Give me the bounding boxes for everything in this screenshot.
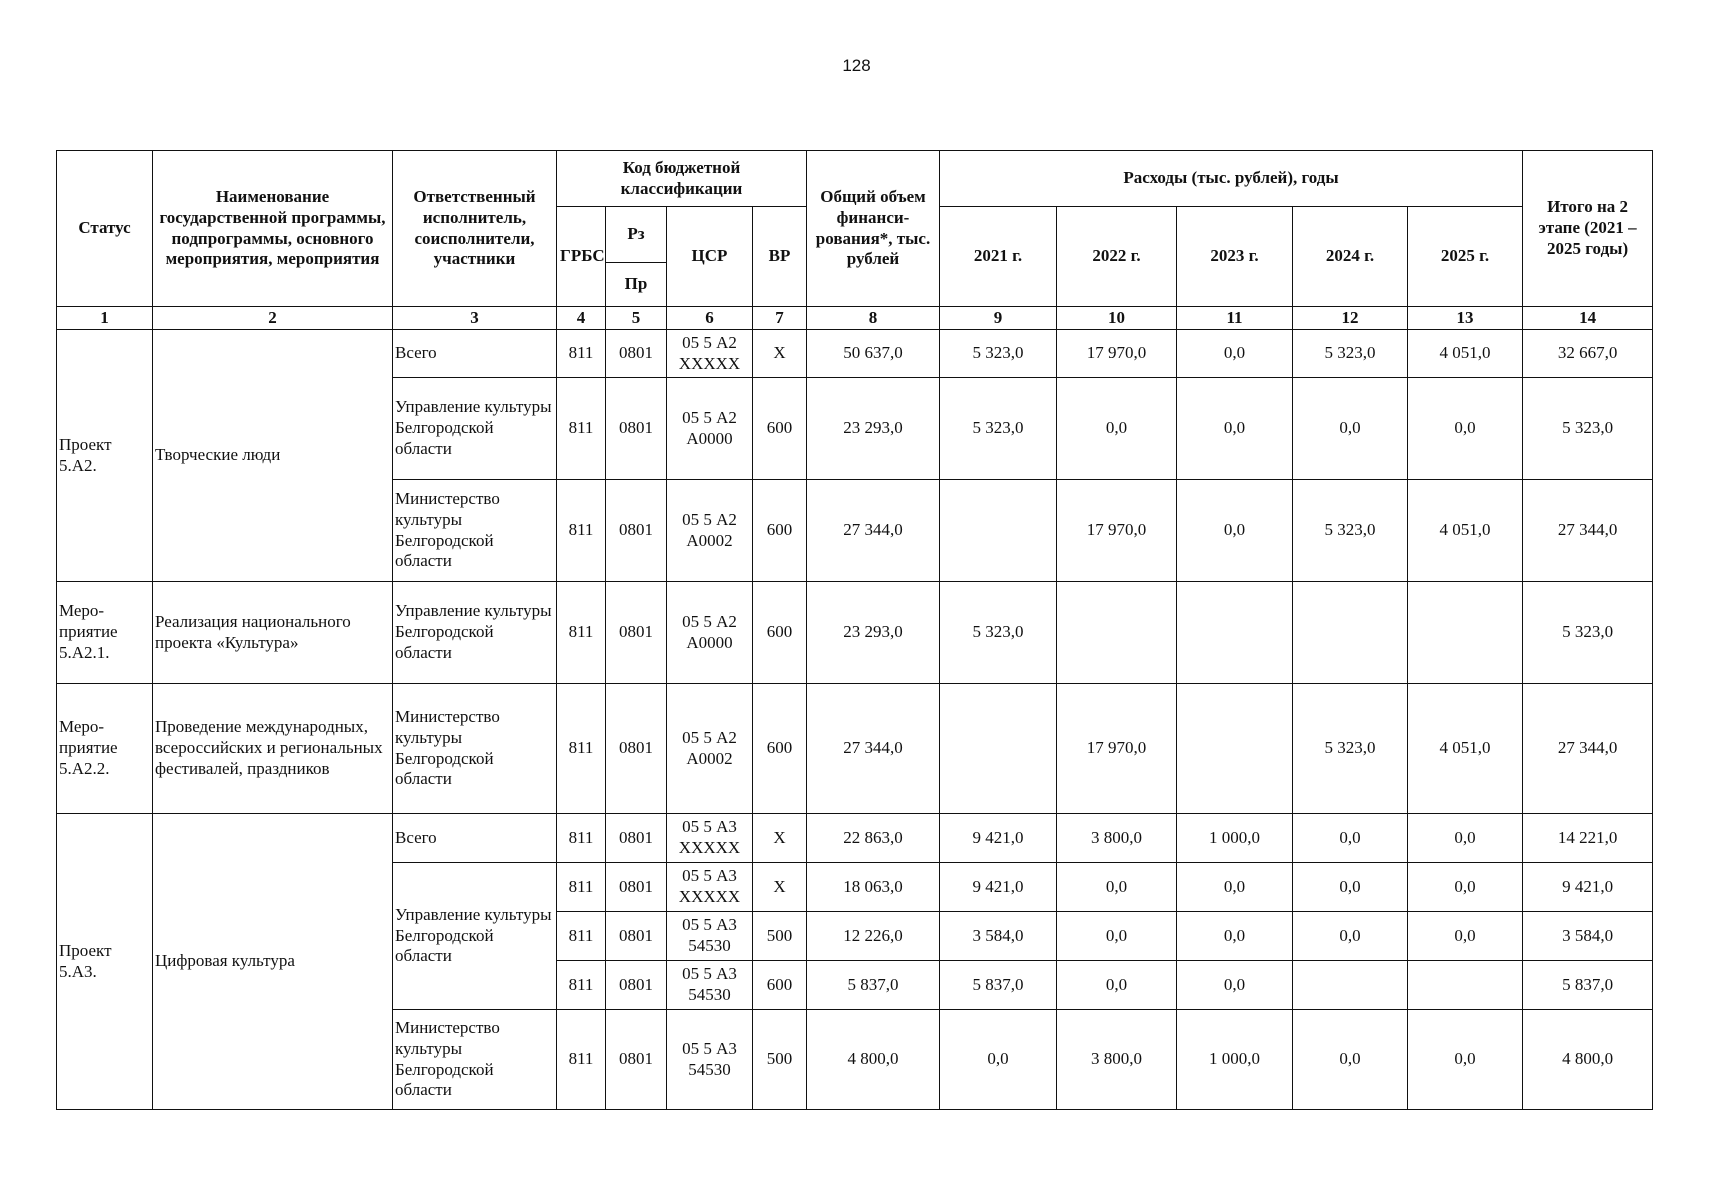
header-status: Статус xyxy=(57,151,153,307)
grbs-cell: 811 xyxy=(557,1010,606,1110)
year-2023-cell: 0,0 xyxy=(1177,961,1293,1010)
executor-cell: Управление культуры Белгородской области xyxy=(393,863,557,1010)
header-budget-code: Код бюджетной классификации xyxy=(557,151,807,207)
grbs-cell: 811 xyxy=(557,330,606,378)
executor-cell: Управление культуры Белгородской области xyxy=(393,582,557,684)
total-cell: 27 344,0 xyxy=(807,480,940,582)
year-2023-cell: 0,0 xyxy=(1177,378,1293,480)
vr-cell: Х xyxy=(753,814,807,863)
vr-cell: 500 xyxy=(753,1010,807,1110)
name-cell: Реализация национального проекта «Культура» xyxy=(153,582,393,684)
column-number: 2 xyxy=(153,307,393,330)
total-cell: 5 837,0 xyxy=(807,961,940,1010)
header-year-2024: 2024 г. xyxy=(1293,207,1408,307)
total-cell: 50 637,0 xyxy=(807,330,940,378)
executor-cell: Министерство культуры Белгородской области xyxy=(393,480,557,582)
header-name: Наименование государственной программы, подпрограммы, основного мероприятия, мероприятия xyxy=(153,151,393,307)
table-row xyxy=(57,684,1653,814)
table-row xyxy=(57,814,1653,863)
budget-table xyxy=(56,150,1653,1110)
year-2021-cell: 5 323,0 xyxy=(940,582,1057,684)
vr-cell: Х xyxy=(753,330,807,378)
year-2024-cell xyxy=(1293,961,1408,1010)
grbs-cell: 811 xyxy=(557,814,606,863)
year-2024-cell: 0,0 xyxy=(1293,814,1408,863)
rzpr-cell: 0801 xyxy=(606,912,667,961)
rzpr-cell: 0801 xyxy=(606,814,667,863)
rzpr-cell: 0801 xyxy=(606,582,667,684)
executor-cell: Всего xyxy=(393,330,557,378)
year-2021-cell: 3 584,0 xyxy=(940,912,1057,961)
rzpr-cell: 0801 xyxy=(606,480,667,582)
header-year-2021: 2021 г. xyxy=(940,207,1057,307)
column-number: 12 xyxy=(1293,307,1408,330)
year-2023-cell: 0,0 xyxy=(1177,330,1293,378)
stage-total-cell: 32 667,0 xyxy=(1523,330,1653,378)
executor-cell: Управление культуры Белгородской области xyxy=(393,378,557,480)
year-2025-cell: 0,0 xyxy=(1408,814,1523,863)
year-2025-cell: 0,0 xyxy=(1408,378,1523,480)
year-2021-cell: 5 323,0 xyxy=(940,330,1057,378)
year-2023-cell xyxy=(1177,684,1293,814)
executor-cell: Министерство культуры Белгородской области xyxy=(393,1010,557,1110)
year-2025-cell: 0,0 xyxy=(1408,912,1523,961)
status-cell: Проект 5.А2. xyxy=(57,330,153,582)
header-year-2025: 2025 г. xyxy=(1408,207,1523,307)
vr-cell: 600 xyxy=(753,480,807,582)
header-rz: Рз xyxy=(606,207,667,263)
status-cell: Меро-приятие 5.А2.2. xyxy=(57,684,153,814)
year-2025-cell: 4 051,0 xyxy=(1408,684,1523,814)
total-cell: 22 863,0 xyxy=(807,814,940,863)
year-2025-cell: 0,0 xyxy=(1408,1010,1523,1110)
stage-total-cell: 4 800,0 xyxy=(1523,1010,1653,1110)
vr-cell: 600 xyxy=(753,961,807,1010)
column-number: 4 xyxy=(557,307,606,330)
executor-cell: Министерство культуры Белгородской области xyxy=(393,684,557,814)
year-2024-cell: 0,0 xyxy=(1293,912,1408,961)
grbs-cell: 811 xyxy=(557,961,606,1010)
column-number: 10 xyxy=(1057,307,1177,330)
column-number: 13 xyxy=(1408,307,1523,330)
stage-total-cell: 27 344,0 xyxy=(1523,480,1653,582)
page-number: 128 xyxy=(842,56,871,75)
total-cell: 12 226,0 xyxy=(807,912,940,961)
column-number: 14 xyxy=(1523,307,1653,330)
csr-cell: 05 5 А2 А0002 xyxy=(667,480,753,582)
rzpr-cell: 0801 xyxy=(606,330,667,378)
vr-cell: Х xyxy=(753,863,807,912)
year-2025-cell: 4 051,0 xyxy=(1408,330,1523,378)
rzpr-cell: 0801 xyxy=(606,1010,667,1110)
csr-cell: 05 5 А2 А0000 xyxy=(667,582,753,684)
stage-total-cell: 3 584,0 xyxy=(1523,912,1653,961)
stage-total-cell: 5 323,0 xyxy=(1523,582,1653,684)
header-responsible: Ответственный исполнитель, соисполнители, участники xyxy=(393,151,557,307)
total-cell: 23 293,0 xyxy=(807,582,940,684)
year-2024-cell: 0,0 xyxy=(1293,863,1408,912)
year-2025-cell xyxy=(1408,582,1523,684)
header-year-2022: 2022 г. xyxy=(1057,207,1177,307)
year-2025-cell: 0,0 xyxy=(1408,863,1523,912)
header-csr: ЦСР xyxy=(667,207,753,307)
column-number: 11 xyxy=(1177,307,1293,330)
stage-total-cell: 27 344,0 xyxy=(1523,684,1653,814)
status-cell: Проект 5.А3. xyxy=(57,814,153,1110)
year-2021-cell: 5 323,0 xyxy=(940,378,1057,480)
year-2021-cell: 0,0 xyxy=(940,1010,1057,1110)
header-year-2023: 2023 г. xyxy=(1177,207,1293,307)
grbs-cell: 811 xyxy=(557,863,606,912)
year-2024-cell: 5 323,0 xyxy=(1293,684,1408,814)
header-vr: ВР xyxy=(753,207,807,307)
column-number: 3 xyxy=(393,307,557,330)
column-number: 5 xyxy=(606,307,667,330)
year-2024-cell: 0,0 xyxy=(1293,378,1408,480)
table-row xyxy=(57,582,1653,684)
header-expenses: Расходы (тыс. рублей), годы xyxy=(940,151,1523,207)
year-2023-cell: 0,0 xyxy=(1177,863,1293,912)
grbs-cell: 811 xyxy=(557,912,606,961)
stage-total-cell: 5 323,0 xyxy=(1523,378,1653,480)
header-total-volume: Общий объем финанси-рования*, тыс. рублей xyxy=(807,151,940,307)
year-2023-cell: 0,0 xyxy=(1177,480,1293,582)
csr-cell: 05 5 А3 54530 xyxy=(667,1010,753,1110)
header-pr: Пр xyxy=(606,263,667,307)
grbs-cell: 811 xyxy=(557,378,606,480)
year-2022-cell: 0,0 xyxy=(1057,378,1177,480)
csr-cell: 05 5 А2 А0000 xyxy=(667,378,753,480)
vr-cell: 500 xyxy=(753,912,807,961)
column-number: 6 xyxy=(667,307,753,330)
executor-cell: Всего xyxy=(393,814,557,863)
stage-total-cell: 5 837,0 xyxy=(1523,961,1653,1010)
year-2021-cell xyxy=(940,480,1057,582)
total-cell: 4 800,0 xyxy=(807,1010,940,1110)
total-cell: 18 063,0 xyxy=(807,863,940,912)
csr-cell: 05 5 А3 54530 xyxy=(667,961,753,1010)
year-2021-cell: 9 421,0 xyxy=(940,863,1057,912)
stage-total-cell: 9 421,0 xyxy=(1523,863,1653,912)
year-2022-cell: 3 800,0 xyxy=(1057,1010,1177,1110)
year-2022-cell: 0,0 xyxy=(1057,961,1177,1010)
grbs-cell: 811 xyxy=(557,684,606,814)
year-2021-cell xyxy=(940,684,1057,814)
year-2023-cell: 1 000,0 xyxy=(1177,814,1293,863)
total-cell: 23 293,0 xyxy=(807,378,940,480)
year-2023-cell xyxy=(1177,582,1293,684)
year-2022-cell: 3 800,0 xyxy=(1057,814,1177,863)
vr-cell: 600 xyxy=(753,582,807,684)
csr-cell: 05 5 А3 54530 xyxy=(667,912,753,961)
year-2022-cell: 17 970,0 xyxy=(1057,684,1177,814)
csr-cell: 05 5 А3 XXXXX xyxy=(667,814,753,863)
year-2022-cell: 17 970,0 xyxy=(1057,480,1177,582)
vr-cell: 600 xyxy=(753,378,807,480)
total-cell: 27 344,0 xyxy=(807,684,940,814)
year-2025-cell xyxy=(1408,961,1523,1010)
name-cell: Творческие люди xyxy=(153,330,393,582)
year-2021-cell: 5 837,0 xyxy=(940,961,1057,1010)
vr-cell: 600 xyxy=(753,684,807,814)
name-cell: Цифровая культура xyxy=(153,814,393,1110)
csr-cell: 05 5 А3 XXXXX xyxy=(667,863,753,912)
year-2025-cell: 4 051,0 xyxy=(1408,480,1523,582)
csr-cell: 05 5 А2 XXXXX xyxy=(667,330,753,378)
status-cell: Меро-приятие 5.А2.1. xyxy=(57,582,153,684)
year-2024-cell: 5 323,0 xyxy=(1293,480,1408,582)
year-2021-cell: 9 421,0 xyxy=(940,814,1057,863)
header-stage-total: Итого на 2 этапе (2021 – 2025 годы) xyxy=(1523,151,1653,307)
year-2024-cell: 5 323,0 xyxy=(1293,330,1408,378)
name-cell: Проведение международных, всероссийских и региональных фестивалей, праздников xyxy=(153,684,393,814)
year-2024-cell xyxy=(1293,582,1408,684)
rzpr-cell: 0801 xyxy=(606,684,667,814)
year-2022-cell: 0,0 xyxy=(1057,912,1177,961)
rzpr-cell: 0801 xyxy=(606,863,667,912)
rzpr-cell: 0801 xyxy=(606,961,667,1010)
year-2022-cell: 17 970,0 xyxy=(1057,330,1177,378)
year-2022-cell xyxy=(1057,582,1177,684)
year-2023-cell: 1 000,0 xyxy=(1177,1010,1293,1110)
year-2022-cell: 0,0 xyxy=(1057,863,1177,912)
header-grbs: ГРБС xyxy=(557,207,606,307)
grbs-cell: 811 xyxy=(557,480,606,582)
year-2023-cell: 0,0 xyxy=(1177,912,1293,961)
year-2024-cell: 0,0 xyxy=(1293,1010,1408,1110)
csr-cell: 05 5 А2 А0002 xyxy=(667,684,753,814)
table-row xyxy=(57,330,1653,378)
column-number: 8 xyxy=(807,307,940,330)
grbs-cell: 811 xyxy=(557,582,606,684)
column-number: 9 xyxy=(940,307,1057,330)
column-number: 7 xyxy=(753,307,807,330)
rzpr-cell: 0801 xyxy=(606,378,667,480)
stage-total-cell: 14 221,0 xyxy=(1523,814,1653,863)
column-number: 1 xyxy=(57,307,153,330)
